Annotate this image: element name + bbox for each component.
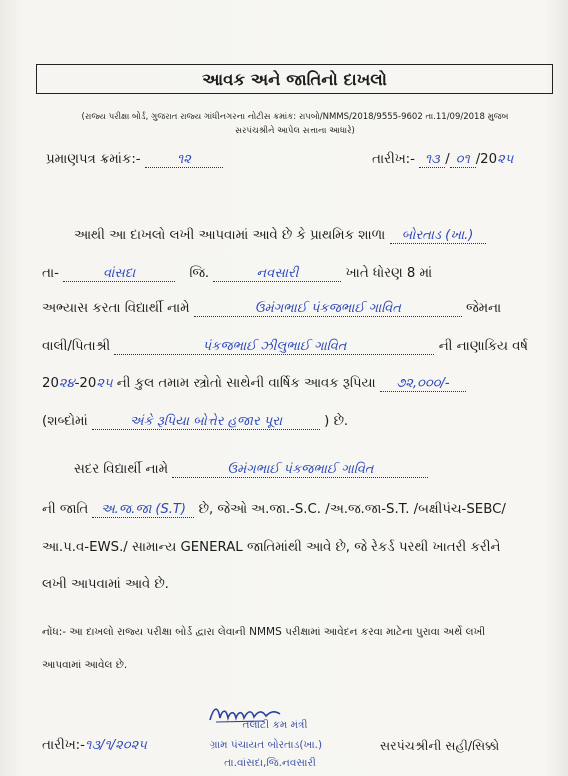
- date-row: તારીખ:- ૧૩ / ૦૧ /20૨૫: [372, 152, 514, 167]
- date-year: ૨૫: [497, 152, 514, 167]
- year-separator: -20: [74, 376, 97, 391]
- para1-line3: [42, 301, 501, 317]
- student-name: ઉમંગભાઈ પંકજભાઈ ગાવિત: [194, 301, 462, 317]
- note-line-2: આપવામાં આવેલ છે.: [42, 659, 128, 671]
- school-name: બોરતાડ (ખા.): [390, 228, 486, 244]
- caste-options: છે, જેઓ અ.જા.-S.C. /અ.જ.જા-S.T. /બક્ષીપંચ-SEBC/: [198, 502, 506, 517]
- para2-line1: [74, 462, 428, 478]
- year-prefix: 20: [42, 376, 59, 391]
- cert-number-row: [46, 152, 223, 168]
- caste-value: અ.જ.જા (S.T): [92, 502, 194, 518]
- taluka-label: તા-: [42, 266, 59, 281]
- stamp-line-2: ગ્રામ પંચાયત બોરતાડ(ખા.): [209, 739, 323, 751]
- para1-line2: [42, 266, 432, 282]
- stamp-line-1: તલાટી કમ મંત્રી: [242, 719, 308, 731]
- notice-line-2: સરપંચશ્રીને આપેલ સત્તાના આધારે): [235, 126, 355, 136]
- district-label: જિ.: [189, 266, 210, 281]
- para1-line1: [74, 228, 486, 244]
- words-close: ) છે.: [324, 414, 349, 429]
- cert-number-value: ૧૨: [145, 152, 223, 168]
- title-box: [36, 64, 553, 94]
- jemna-text: જેમના: [465, 301, 502, 316]
- taluka-value: વાંસદા: [63, 266, 175, 282]
- footer-date: [42, 738, 147, 753]
- income-words: અંકે રૂપિયા બોત્તેર હજાર પૂરા: [92, 414, 320, 430]
- cert-number-label: પ્રમાણપત્ર ક્રમાંક:-: [46, 152, 141, 167]
- year-from: ૨૪: [58, 376, 75, 391]
- words-open: (શબ્દોમાં: [42, 414, 88, 429]
- studying-label: અભ્યાસ કરતા વિદ્યાર્થી નામે: [42, 301, 190, 316]
- date-day: ૧૩: [419, 152, 445, 168]
- footer-date-label: તારીખ:-: [42, 738, 85, 753]
- para2-line2: [42, 502, 506, 518]
- income-value: ૭૨,૦૦૦/-: [380, 376, 466, 392]
- para1-line5: [42, 376, 466, 392]
- footer-date-value: ૧૩/૧/૨૦૨૫: [84, 738, 147, 753]
- date-month: ૦૧: [450, 152, 476, 168]
- para2-line3: આ.પ.વ-EWS./ સામાન્ય GENERAL જાતિમાંથી આવે છે, જે રેકર્ડ પરથી ખાતરી કરીને: [42, 540, 501, 555]
- para1-line6: [42, 414, 348, 430]
- certificate-title: આવક અને જાતિનો દાખલો: [202, 70, 387, 89]
- para2-student-name: ઉમંગભાઈ પંકજભાઈ ગાવિત: [172, 462, 428, 478]
- note-line-1: નોંધ:- આ દાખલો રાજ્ય પરીક્ષા બોર્ડ દ્વારા લેવાની NMMS પરીક્ષામાં આવેદન કરવા માટેના પુરાવા અર્થે લખી: [42, 626, 486, 638]
- para2-line4: લખી આપવામાં આવે છે.: [42, 577, 169, 592]
- parent-label: વાલી/પિતાશ્રી: [42, 339, 111, 354]
- para2-intro: સદર વિદ્યાર્થી નામે: [74, 462, 169, 477]
- income-text: ની કુલ તમામ સ્ત્રોતો સાથેની વાર્ષિક આવક રૂપિયા: [116, 376, 376, 391]
- sarpanch-signature-label: સરપંચશ્રીની સહી/સિક્કો: [380, 738, 500, 753]
- intro-text: આથી આ દાખલો લખી આપવામાં આવે છે કે પ્રાથમિક શાળા: [74, 228, 386, 243]
- notice-line-1: (રાજ્ય પરીક્ષા બોર્ડ, ગુજરાત રાજ્ય ગાંધીનગરના નોટીસ ક્રમાંક: રાપબો/NMMS/2018/9555-9602 તા.11/09/2018 મુજબ: [81, 112, 509, 122]
- date-year-prefix: 20: [480, 152, 498, 167]
- std-text: ખાતે ધોરણ 8 માં: [345, 266, 433, 281]
- district-value: નવસારી: [213, 266, 341, 282]
- fin-year-label: ની નાણાકિય વર્ષ: [438, 339, 528, 354]
- date-label: તારીખ:-: [372, 152, 415, 167]
- stamp-line-3: તા.વાંસદા,જિ.નવસારી: [224, 757, 316, 769]
- parent-name: પંકજભાઈ ઝીલુભાઈ ગાવિત: [114, 339, 434, 355]
- caste-label: ની જાતિ: [42, 502, 89, 517]
- para1-line4: [42, 339, 528, 355]
- year-to: ૨૫: [96, 376, 113, 391]
